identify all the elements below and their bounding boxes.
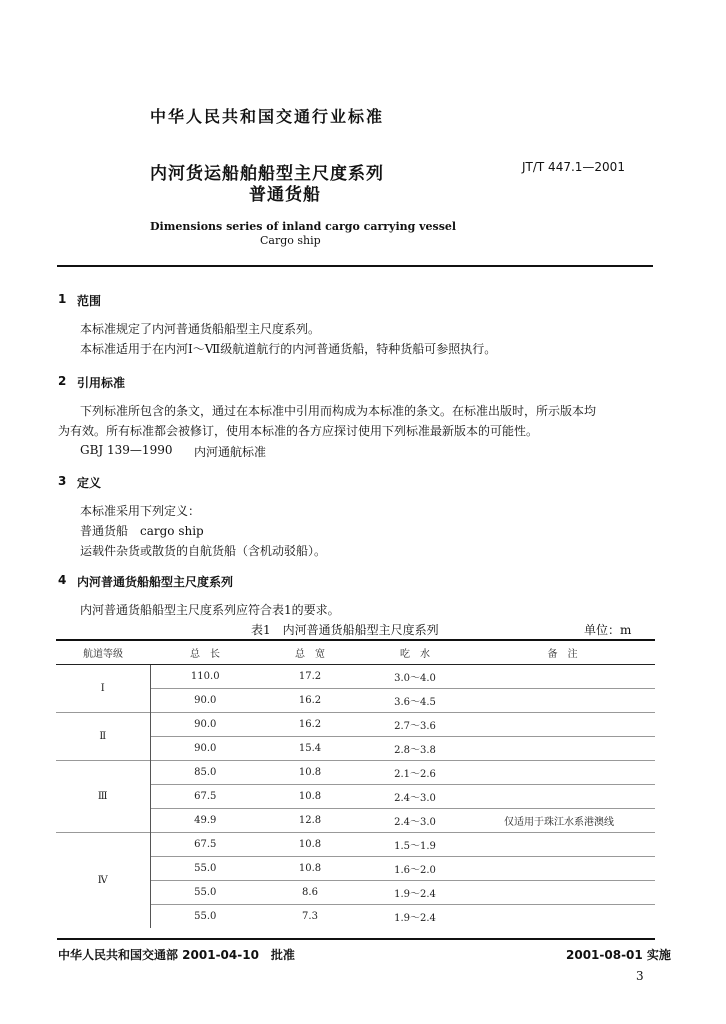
header-waterway-class: 航道等级 [56, 640, 150, 665]
draft-cell: 1.6～2.0 [360, 857, 470, 881]
table-row [56, 761, 655, 785]
length-cell: 90.0 [150, 689, 260, 713]
draft-cell: 2.8～3.8 [360, 737, 470, 761]
header-draft: 吃 水 [360, 640, 470, 665]
length-cell: 90.0 [150, 713, 260, 737]
draft-cell: 3.0～4.0 [394, 673, 436, 684]
section-2-para-line-2: 为有效。所有标准都会被修订，使用本标准的各方应探讨使用下列标准最新版本的可能性。 [58, 424, 539, 438]
remarks-cell [470, 857, 655, 881]
table-row [56, 665, 655, 689]
doc-subtitle-en: Cargo ship [260, 234, 321, 247]
section-3-title: 定义 [77, 476, 102, 490]
draft-cell: 2.7～3.6 [360, 713, 470, 737]
remarks-cell: 仅适用于珠江水系港澳线 [470, 809, 655, 833]
draft-cell: 2.1～2.6 [360, 761, 470, 785]
length-cell: 85.0 [150, 761, 260, 785]
width-cell: 16.2 [260, 689, 360, 713]
remarks-cell [470, 881, 655, 905]
section-4-title: 内河普通货船船型主尺度系列 [77, 575, 234, 589]
header-remarks: 备 注 [470, 640, 655, 665]
length-cell: 67.5 [150, 785, 260, 809]
approval-line: 中华人民共和国交通部 2001-04-10 批准 [58, 948, 295, 962]
page-number: 3 [636, 969, 644, 983]
table-row [56, 833, 655, 857]
width-cell: 10.8 [260, 833, 360, 857]
effective-date: 2001-08-01 实施 [566, 948, 671, 962]
waterway-class-cell: Ⅰ [56, 665, 150, 713]
draft-cell: 3.6～4.5 [360, 689, 470, 713]
remarks-cell [470, 905, 655, 929]
width-cell: 8.6 [260, 881, 360, 905]
length-cell: 55.0 [150, 857, 260, 881]
section-4-number: 4 [58, 573, 67, 587]
table-header-row [56, 640, 655, 665]
section-4-para: 内河普通货船船型主尺度系列应符合表1的要求。 [80, 603, 340, 617]
section-3-number: 3 [58, 474, 67, 488]
footer-divider [57, 938, 655, 940]
table-row [56, 713, 655, 737]
standard-number: JT/T 447.1—2001 [522, 160, 625, 174]
remarks-cell [470, 785, 655, 809]
reference-name: 内河通航标准 [194, 445, 267, 459]
length-cell: 67.5 [150, 833, 260, 857]
header-width: 总 宽 [260, 640, 360, 665]
length-cell: 49.9 [150, 809, 260, 833]
reference-code: GBJ 139—1990 [80, 443, 173, 457]
draft-cell: 1.9～2.4 [360, 905, 470, 929]
width-cell: 16.2 [260, 713, 360, 737]
header-length: 总 长 [150, 640, 260, 665]
waterway-class-cell: Ⅲ [56, 761, 150, 833]
width-cell: 12.8 [260, 809, 360, 833]
length-cell: 55.0 [150, 905, 260, 929]
width-cell: 10.8 [260, 761, 360, 785]
doc-title-en: Dimensions series of inland cargo carrying vessel [150, 220, 457, 233]
doc-title-cn: 内河货运船舶船型主尺度系列 [150, 164, 384, 184]
section-2-number: 2 [58, 374, 67, 388]
length-cell: 110.0 [190, 671, 220, 682]
definition-term: 普通货船 cargo ship [80, 524, 204, 538]
remarks-cell [470, 689, 655, 713]
section-3-para: 本标准采用下列定义： [80, 504, 201, 518]
width-cell: 7.3 [260, 905, 360, 929]
waterway-class-cell: Ⅳ [56, 833, 150, 929]
length-cell: 90.0 [150, 737, 260, 761]
table-unit: 单位：m [584, 623, 632, 637]
dimension-table [56, 640, 655, 928]
draft-cell: 1.5～1.9 [360, 833, 470, 857]
org-title: 中华人民共和国交通行业标准 [150, 107, 385, 126]
section-1-title: 范围 [77, 294, 102, 308]
draft-cell: 2.4～3.0 [360, 785, 470, 809]
remarks-cell [470, 665, 655, 689]
section-1-number: 1 [58, 292, 67, 306]
table-caption: 表1 内河普通货船船型主尺度系列 [251, 623, 439, 637]
draft-cell: 1.9～2.4 [360, 881, 470, 905]
width-cell: 10.8 [260, 785, 360, 809]
remarks-cell [470, 761, 655, 785]
width-cell: 15.4 [260, 737, 360, 761]
draft-cell: 2.4～3.0 [360, 809, 470, 833]
section-2-title: 引用标准 [77, 376, 126, 390]
header-divider [57, 265, 653, 267]
width-cell: 17.2 [298, 671, 322, 682]
width-cell: 10.8 [260, 857, 360, 881]
remarks-cell [470, 833, 655, 857]
length-cell: 55.0 [150, 881, 260, 905]
remarks-cell [470, 737, 655, 761]
waterway-class-cell: Ⅱ [56, 713, 150, 761]
doc-subtitle-cn: 普通货船 [249, 185, 321, 205]
section-1-para-2: 本标准适用于在内河Ⅰ～Ⅶ级航道航行的内河普通货船，特种货船可参照执行。 [80, 342, 497, 356]
definition-text: 运载件杂货或散货的自航货船（含机动驳船）。 [80, 544, 327, 558]
remarks-cell [470, 713, 655, 737]
section-1-para-1: 本标准规定了内河普通货船船型主尺度系列。 [80, 322, 321, 336]
section-2-para-line-1: 下列标准所包含的条文，通过在本标准中引用而构成为本标准的条文。在标准出版时，所示版本均 [80, 404, 597, 418]
